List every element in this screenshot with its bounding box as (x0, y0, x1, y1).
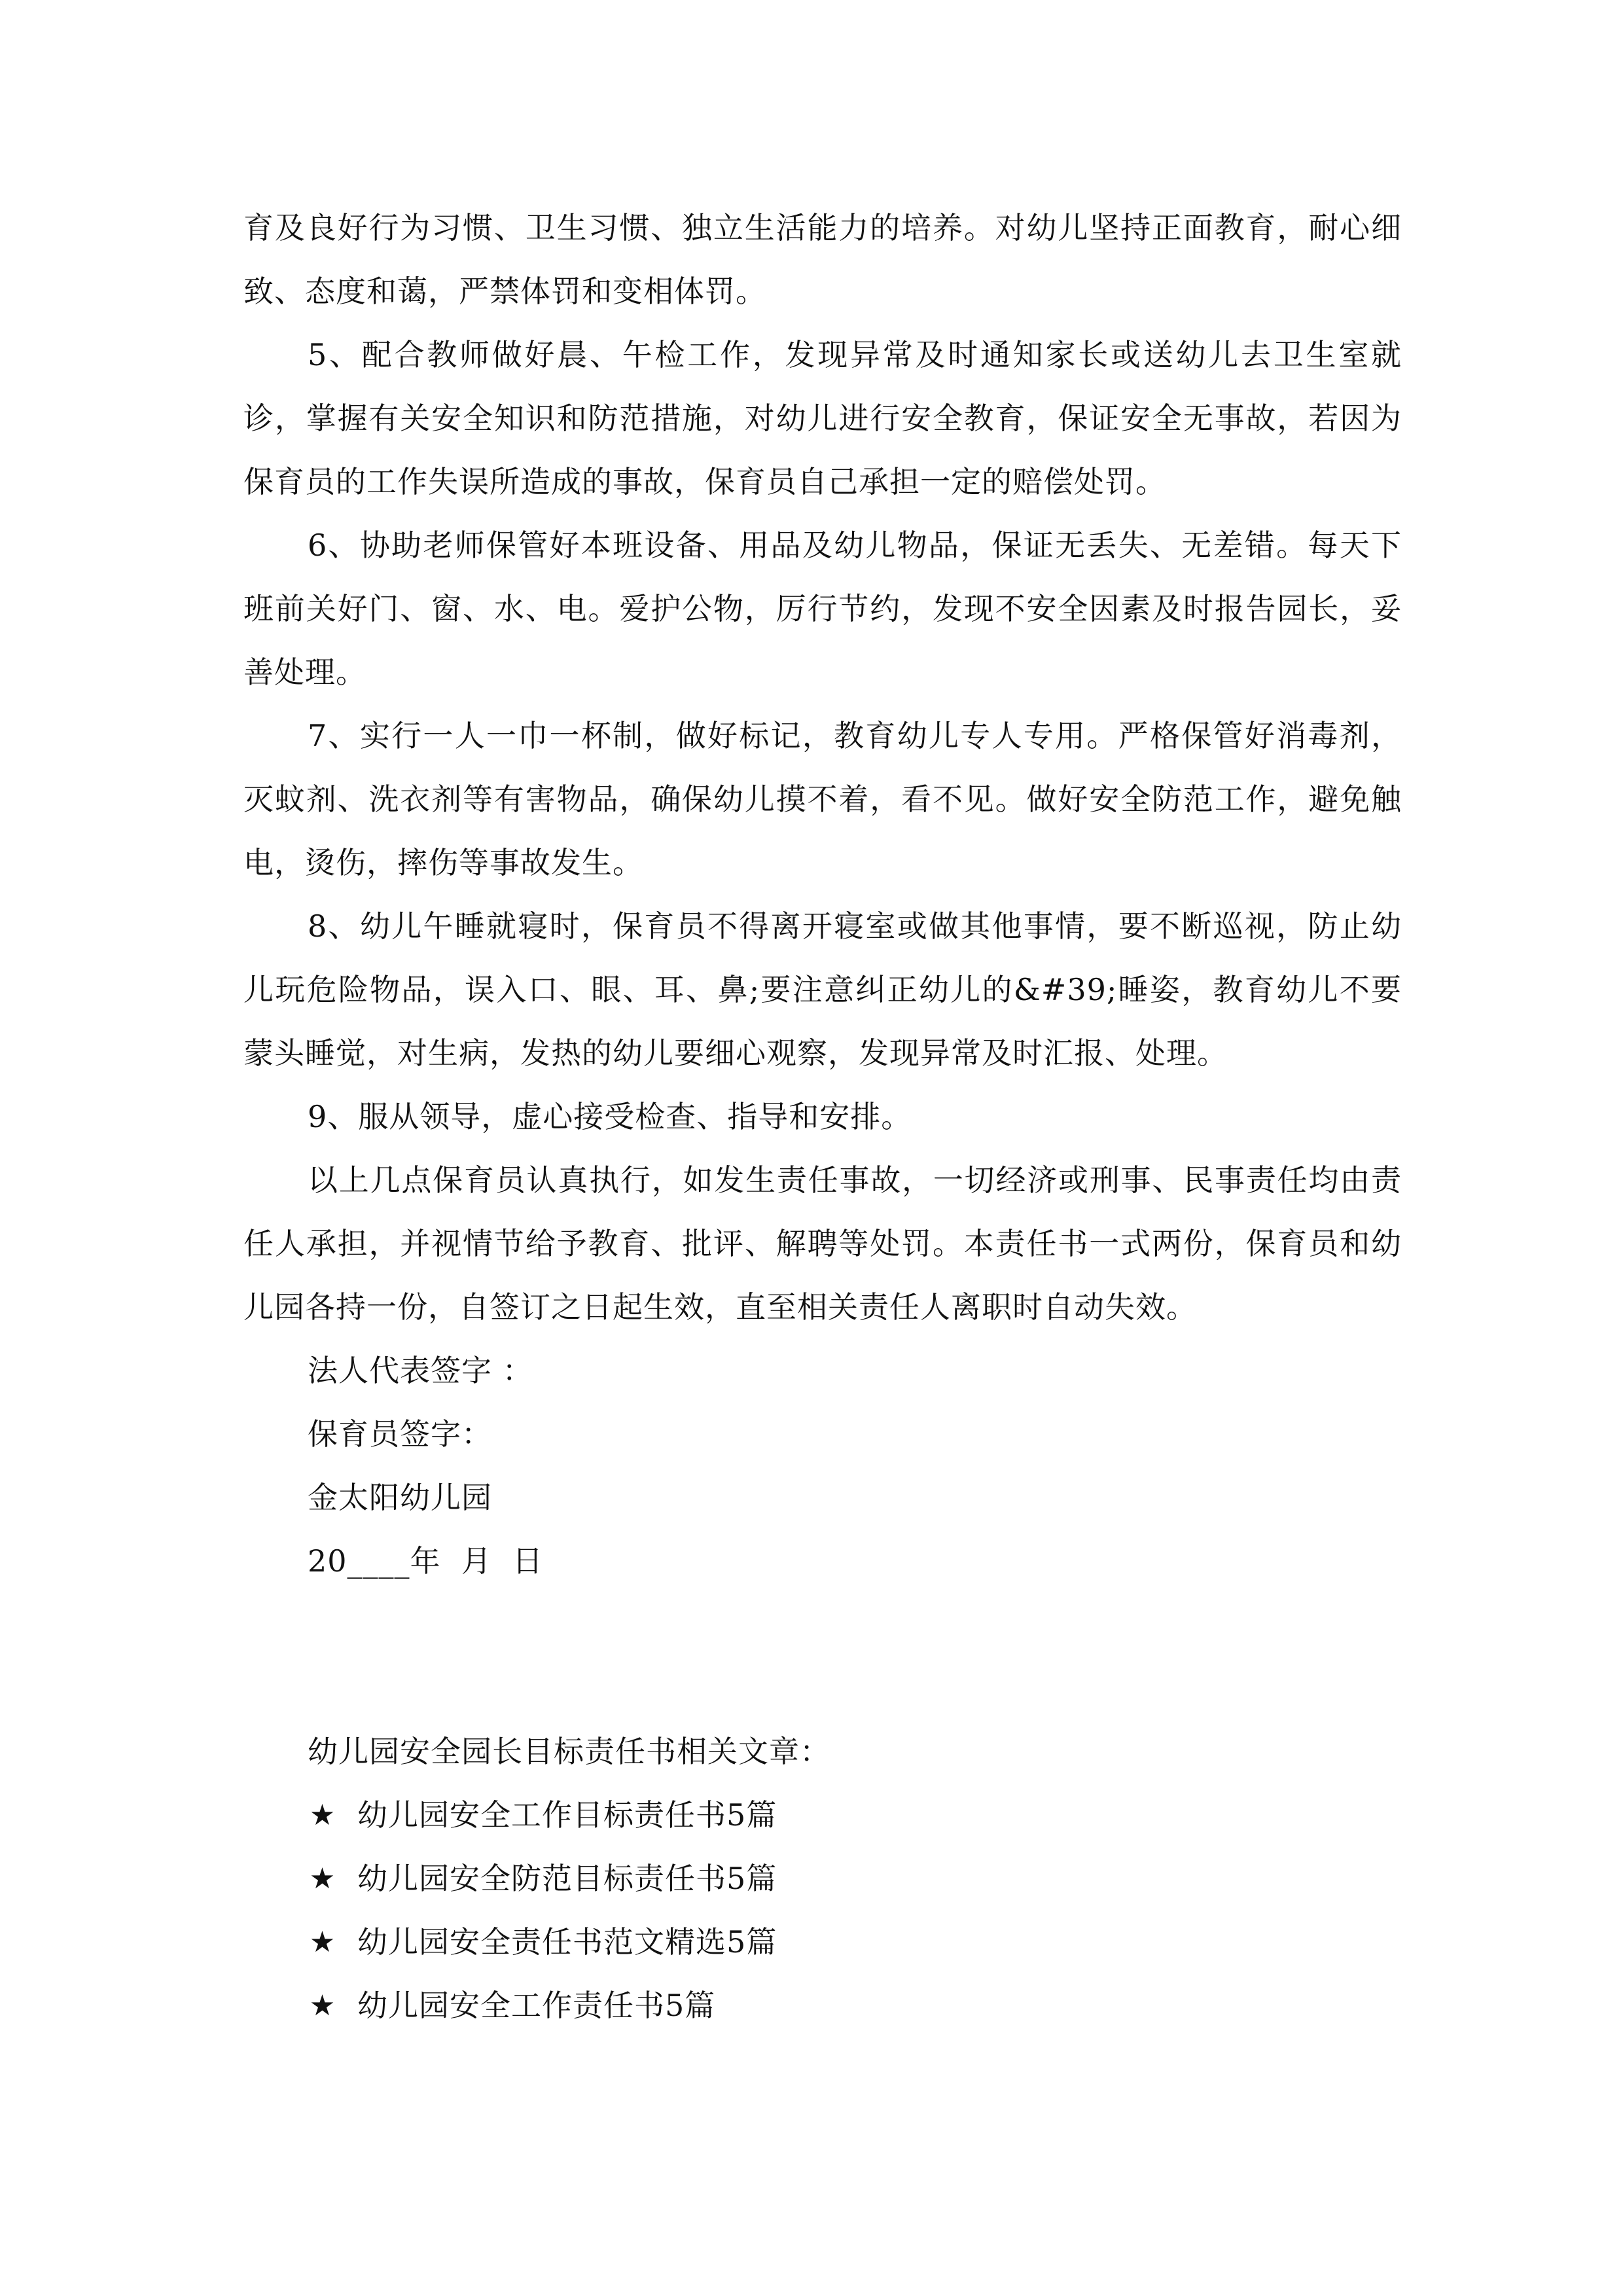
paragraph-summary: 以上几点保育员认真执行，如发生责任事故，一切经济或刑事、民事责任均由责任人承担，并视情节给予教育、批评、解聘等处罚。本责任书一式两份，保育员和幼儿园各持一份，自签订之日起生效，直至相关责任人离职时自动失效。 (243, 1162, 1402, 1325)
related-article-link[interactable] (243, 1974, 1402, 2037)
document-body (243, 196, 1402, 2037)
star-icon: ★ (309, 1799, 336, 1832)
related-article-label: 幼儿园安全工作责任书5篇 (357, 1988, 716, 2023)
related-article-label: 幼儿园安全责任书范文精选5篇 (357, 1924, 777, 1960)
paragraph-item-8: 8、幼儿午睡就寝时，保育员不得离开寝室或做其他事情，要不断巡视，防止幼儿玩危险物品，误入口、眼、耳、鼻;要注意纠正幼儿的&#39;睡姿，教育幼儿不要蒙头睡觉，对生病，发热的幼儿要细心观察，发现异常及时汇报、处理。 (243, 908, 1402, 1071)
paragraph-item-9: 9、服从领导，虚心接受检查、指导和安排。 (308, 1099, 912, 1134)
related-article-label: 幼儿园安全工作目标责任书5篇 (357, 1797, 777, 1833)
related-article-link[interactable] (243, 1847, 1402, 1910)
paragraph-item-7: 7、实行一人一巾一杯制，做好标记，教育幼儿专人专用。严格保管好消毒剂，灭蚊剂、洗衣剂等有害物品，确保幼儿摸不着，看不见。做好安全防范工作，避免触电，烫伤，摔伤等事故发生。 (243, 718, 1402, 880)
paragraph-hygiene: 育及良好行为习惯、卫生习惯、独立生活能力的培养。对幼儿坚持正面教育，耐心细致、态度和蔼，严禁体罚和变相体罚。 (243, 210, 1402, 309)
paragraph-item-6: 6、协助老师保管好本班设备、用品及幼儿物品，保证无丢失、无差错。每天下班前关好门、窗、水、电。爱护公物，厉行节约，发现不安全因素及时报告园长，妥善处理。 (243, 528, 1402, 690)
caregiver-signature-line: 保育员签字： (308, 1416, 492, 1452)
legal-rep-signature-line: 法人代表签字 ： (308, 1353, 533, 1388)
organization-name: 金太阳幼儿园 (308, 1480, 492, 1515)
date-line: 20____年 月 日 (308, 1543, 544, 1579)
related-articles-title: 幼儿园安全园长目标责任书相关文章： (308, 1734, 830, 1769)
star-icon: ★ (309, 1989, 336, 2022)
related-article-label: 幼儿园安全防范目标责任书5篇 (357, 1861, 777, 1896)
star-icon: ★ (309, 1862, 336, 1895)
star-icon: ★ (309, 1926, 336, 1959)
paragraph-item-5: 5、配合教师做好晨、午检工作，发现异常及时通知家长或送幼儿去卫生室就诊，掌握有关安全知识和防范措施，对幼儿进行安全教育，保证安全无事故，若因为保育员的工作失误所造成的事故，保育员自己承担一定的赔偿处罚。 (243, 337, 1402, 499)
related-article-link[interactable] (243, 1784, 1402, 1847)
related-article-link[interactable] (243, 1910, 1402, 1974)
section-spacer (243, 1593, 1402, 1720)
